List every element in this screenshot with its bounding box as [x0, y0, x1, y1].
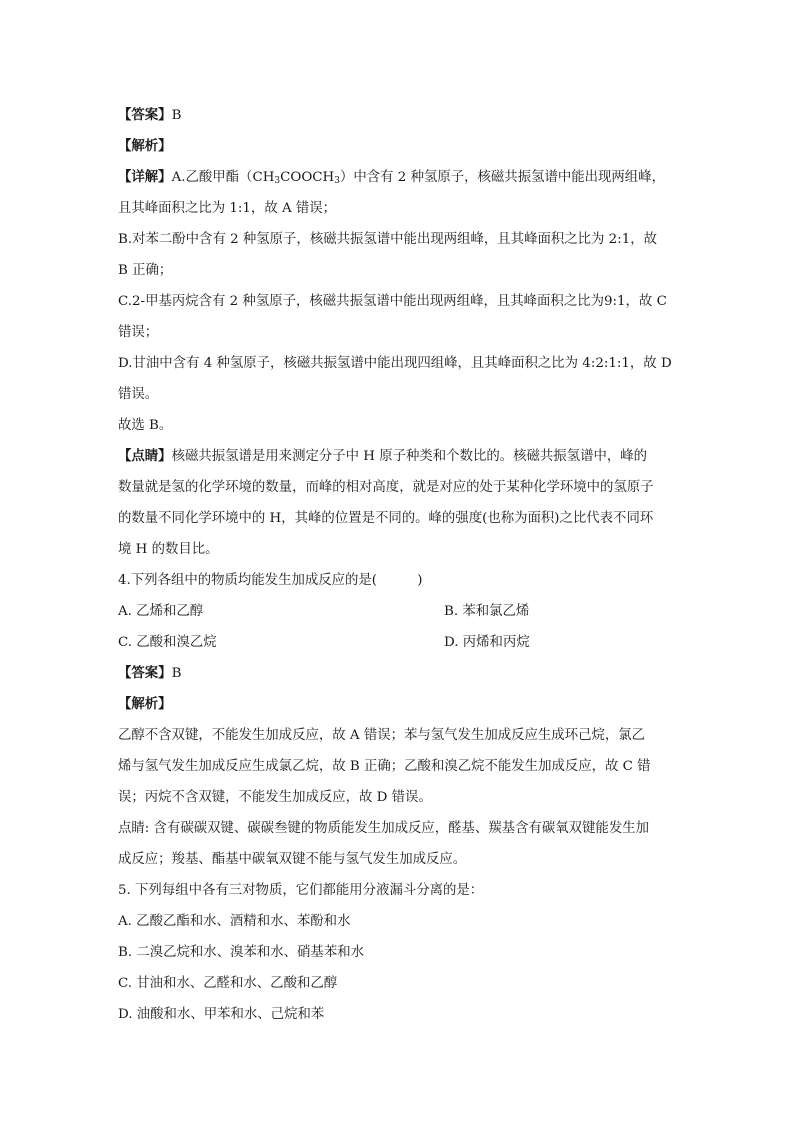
subscript: 3	[274, 176, 281, 186]
question-4-options-row1	[118, 596, 678, 627]
option-c: C. 甘油和水、乙醛和水、乙酸和乙醇	[118, 976, 338, 991]
option-c: C. 乙酸和溴乙烷	[118, 635, 217, 650]
point-line4: 境 H 的数目比。	[118, 542, 219, 557]
document-page	[118, 100, 678, 1030]
detail-b-line2: B 正确；	[118, 263, 173, 278]
answer-tag: 【答案】	[118, 665, 172, 681]
point-text: 核磁共振氢谱是用来测定分子中 H 原子种类和个数比的。核磁共振氢谱中，峰的	[171, 449, 648, 464]
detail-c-line1: C.2-甲基丙烷含有 2 种氢原子，核磁共振氢谱中能出现两组峰，且其峰面积之比为9:1，故 C	[118, 294, 667, 309]
answer-value: B	[171, 108, 182, 123]
question-4-options-row2	[118, 627, 678, 658]
detail-d-line2: 错误。	[118, 387, 159, 402]
detail-b-line1: B.对苯二酚中含有 2 种氢原子，核磁共振氢谱中能出现两组峰，且其峰面积之比为 2:1，故	[118, 232, 657, 247]
point-line1	[118, 441, 678, 472]
detail-d-line1: D.甘油中含有 4 种氢原子，核磁共振氢谱中能出现四组峰，且其峰面积之比为 4:2:1:1，故 D	[118, 356, 672, 371]
option-b: B. 苯和氯乙烯	[444, 604, 530, 619]
option-a: A. 乙烯和乙醇	[118, 604, 204, 619]
question-4-stem: 4.下列各组中的物质均能发生加成反应的是( )	[118, 573, 423, 588]
note-line1: 点睛: 含有碳碳双键、碳碳叁键的物质能发生加成反应，醛基、羰基含有碳氧双键能发生加	[118, 821, 649, 836]
note-line2: 成反应；羧基、酯基中碳氧双键不能与氢气发生加成反应。	[118, 852, 467, 867]
analysis-tag: 【解析】	[118, 696, 172, 712]
option-b: B. 二溴乙烷和水、溴苯和水、硝基苯和水	[118, 945, 364, 960]
point-tag: 【点睛】	[118, 448, 172, 464]
detail-tag: 【详解】	[118, 169, 172, 185]
explanation-line1: 乙醇不含双键，不能发生加成反应，故 A 错误；苯与氢气发生加成反应生成环己烷，氯乙	[118, 728, 646, 743]
subscript: 3	[334, 176, 340, 186]
detail-line-a	[118, 162, 678, 193]
answer-line	[118, 100, 678, 131]
detail-c-line2: 错误；	[118, 325, 159, 340]
explanation-line2: 烯与氢气发生加成反应生成氯乙烷，故 B 正确；乙酸和溴乙烷不能发生加成反应，故 C 错	[118, 759, 651, 774]
point-line3: 的数量不同化学环境中的 H，其峰的位置是不同的。峰的强度(也称为面积)之比代表不同环	[118, 511, 654, 526]
detail-a-text: COOCH	[280, 170, 335, 185]
option-d: D. 丙烯和丙烷	[444, 635, 530, 650]
answer-tag: 【答案】	[118, 107, 172, 123]
detail-a-line2: 且其峰面积之比为 1:1，故 A 错误；	[118, 201, 337, 216]
answer-line	[118, 658, 678, 689]
detail-a-text: A.乙酸甲酯（CH	[171, 170, 275, 185]
explanation-line3: 误；丙烷不含双键，不能发生加成反应，故 D 错误。	[118, 790, 432, 805]
option-d: D. 油酸和水、甲苯和水、己烷和苯	[118, 1007, 325, 1022]
point-line2: 数量就是氢的化学环境的数量，而峰的相对高度，就是对应的处于某种化学环境中的氢原子	[118, 480, 654, 495]
option-a: A. 乙酸乙酯和水、酒精和水、苯酚和水	[118, 914, 351, 929]
choose-line: 故选 B。	[118, 418, 173, 433]
answer-value: B	[171, 666, 182, 681]
analysis-tag: 【解析】	[118, 138, 172, 154]
question-5-stem: 5. 下列每组中各有三对物质，它们都能用分液漏斗分离的是：	[118, 883, 484, 898]
detail-a-text: ）中含有 2 种氢原子，核磁共振氢谱中能出现两组峰，	[339, 170, 665, 185]
